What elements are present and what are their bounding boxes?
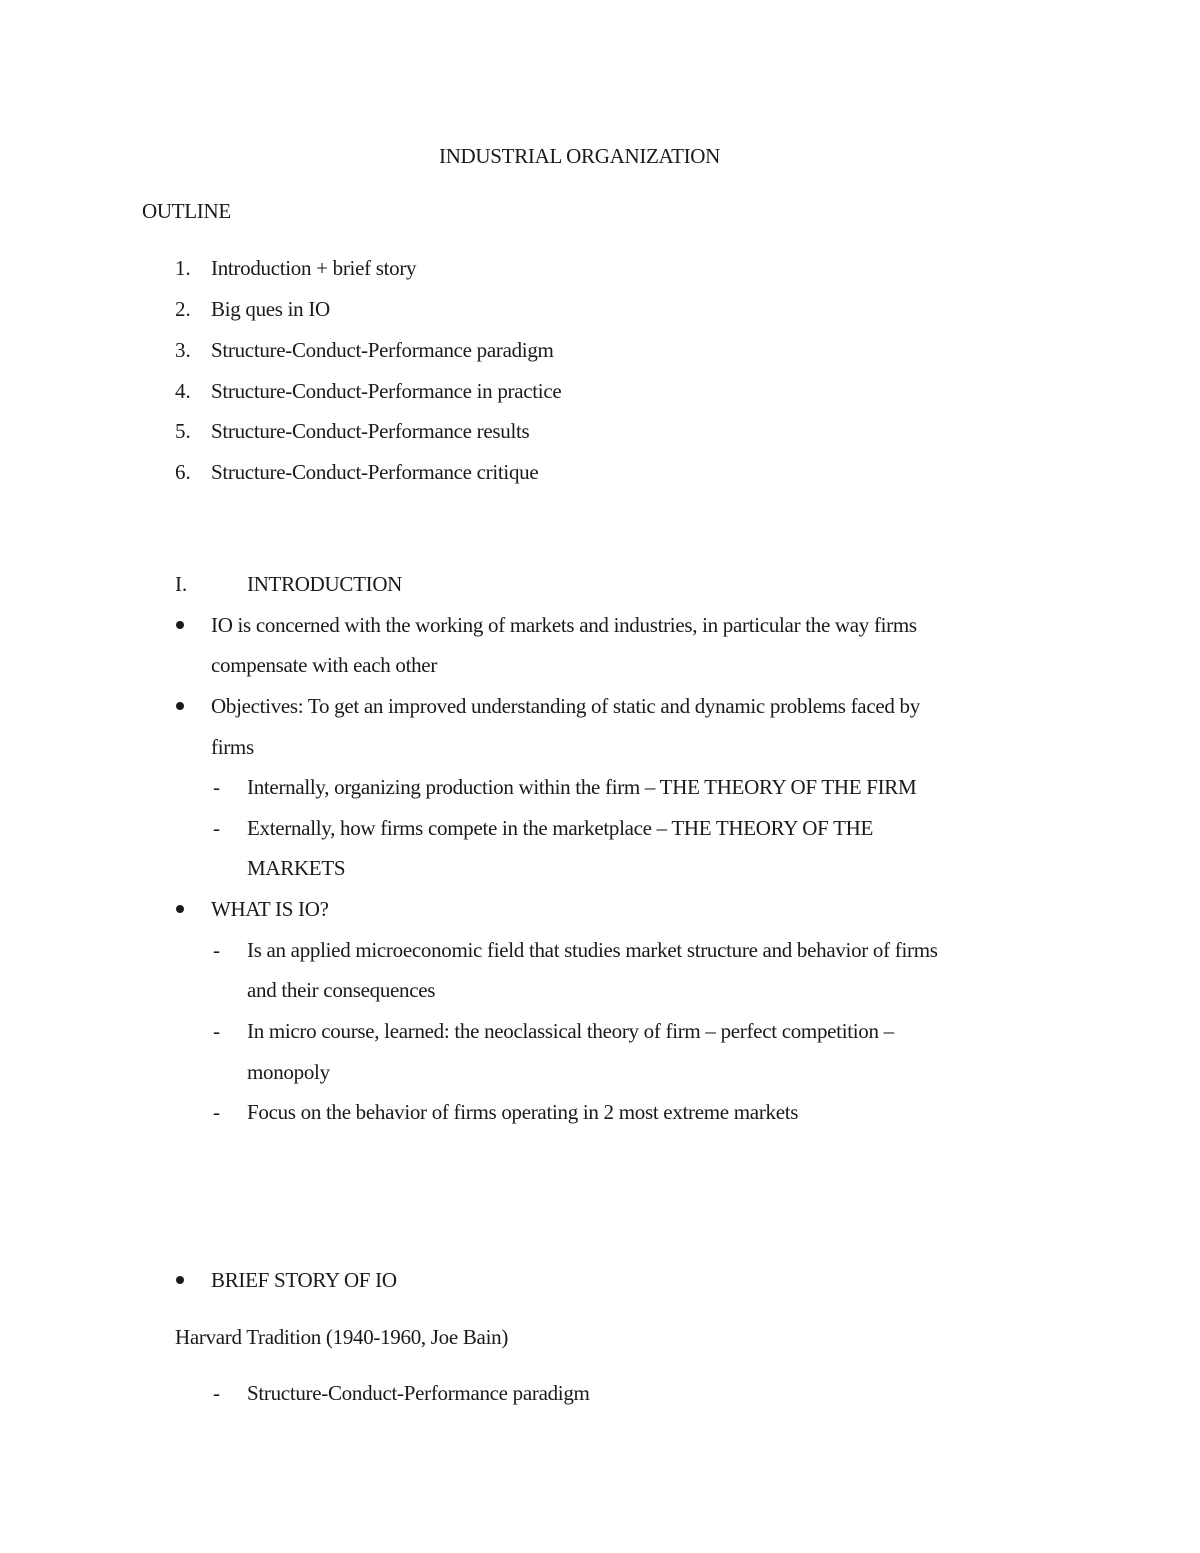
bullet-icon <box>176 702 184 710</box>
bullet-icon <box>176 1276 184 1284</box>
outline-item-text: Structure-Conduct-Performance in practice <box>211 379 562 403</box>
dash-marker: - <box>213 1381 220 1405</box>
outline-item-number: 3. <box>175 338 191 362</box>
sub-item-text: In micro course, learned: the neoclassical theory of firm – perfect competition – <box>247 1019 894 1043</box>
sub-item-text-continued: monopoly <box>247 1060 330 1084</box>
sub-item-text: Externally, how firms compete in the marketplace – THE THEORY OF THE <box>247 816 873 840</box>
bullet-text-continued: compensate with each other <box>211 653 438 677</box>
outline-item-number: 2. <box>175 297 191 321</box>
outline-item-text: Structure-Conduct-Performance critique <box>211 460 539 484</box>
section-title: INTRODUCTION <box>247 572 403 596</box>
bullet-icon <box>176 621 184 629</box>
outline-item-text: Big ques in IO <box>211 297 330 321</box>
outline-item-number: 6. <box>175 460 191 484</box>
outline-item-text: Introduction + brief story <box>211 256 417 280</box>
outline-heading: OUTLINE <box>142 199 231 223</box>
bullet-icon <box>176 905 184 913</box>
sub-item-text: Focus on the behavior of firms operating in 2 most extreme markets <box>247 1100 799 1124</box>
outline-item-text: Structure-Conduct-Performance paradigm <box>211 338 554 362</box>
sub-item-text-continued: MARKETS <box>247 856 346 880</box>
bullet-text: Objectives: To get an improved understanding of static and dynamic problems faced by <box>211 694 920 718</box>
paragraph-text: Harvard Tradition (1940-1960, Joe Bain) <box>175 1325 509 1349</box>
sub-item-text: Is an applied microeconomic field that studies market structure and behavior of firms <box>247 938 938 962</box>
dash-marker: - <box>213 816 220 840</box>
outline-item-text: Structure-Conduct-Performance results <box>211 419 530 443</box>
dash-marker: - <box>213 775 220 799</box>
outline-item-number: 1. <box>175 256 191 280</box>
outline-item-number: 5. <box>175 419 191 443</box>
bullet-text: WHAT IS IO? <box>211 897 329 921</box>
bullet-text: BRIEF STORY OF IO <box>211 1268 397 1292</box>
bullet-text: IO is concerned with the working of markets and industries, in particular the way firms <box>211 613 917 637</box>
outline-item-number: 4. <box>175 379 191 403</box>
bullet-text-continued: firms <box>211 735 254 759</box>
dash-marker: - <box>213 938 220 962</box>
dash-marker: - <box>213 1100 220 1124</box>
document-title: INDUSTRIAL ORGANIZATION <box>439 144 721 168</box>
dash-marker: - <box>213 1019 220 1043</box>
sub-item-text: Internally, organizing production within the firm – THE THEORY OF THE FIRM <box>247 775 917 799</box>
section-numeral: I. <box>175 572 188 596</box>
sub-item-text-continued: and their consequences <box>247 978 436 1002</box>
sub-item-text: Structure-Conduct-Performance paradigm <box>247 1381 590 1405</box>
